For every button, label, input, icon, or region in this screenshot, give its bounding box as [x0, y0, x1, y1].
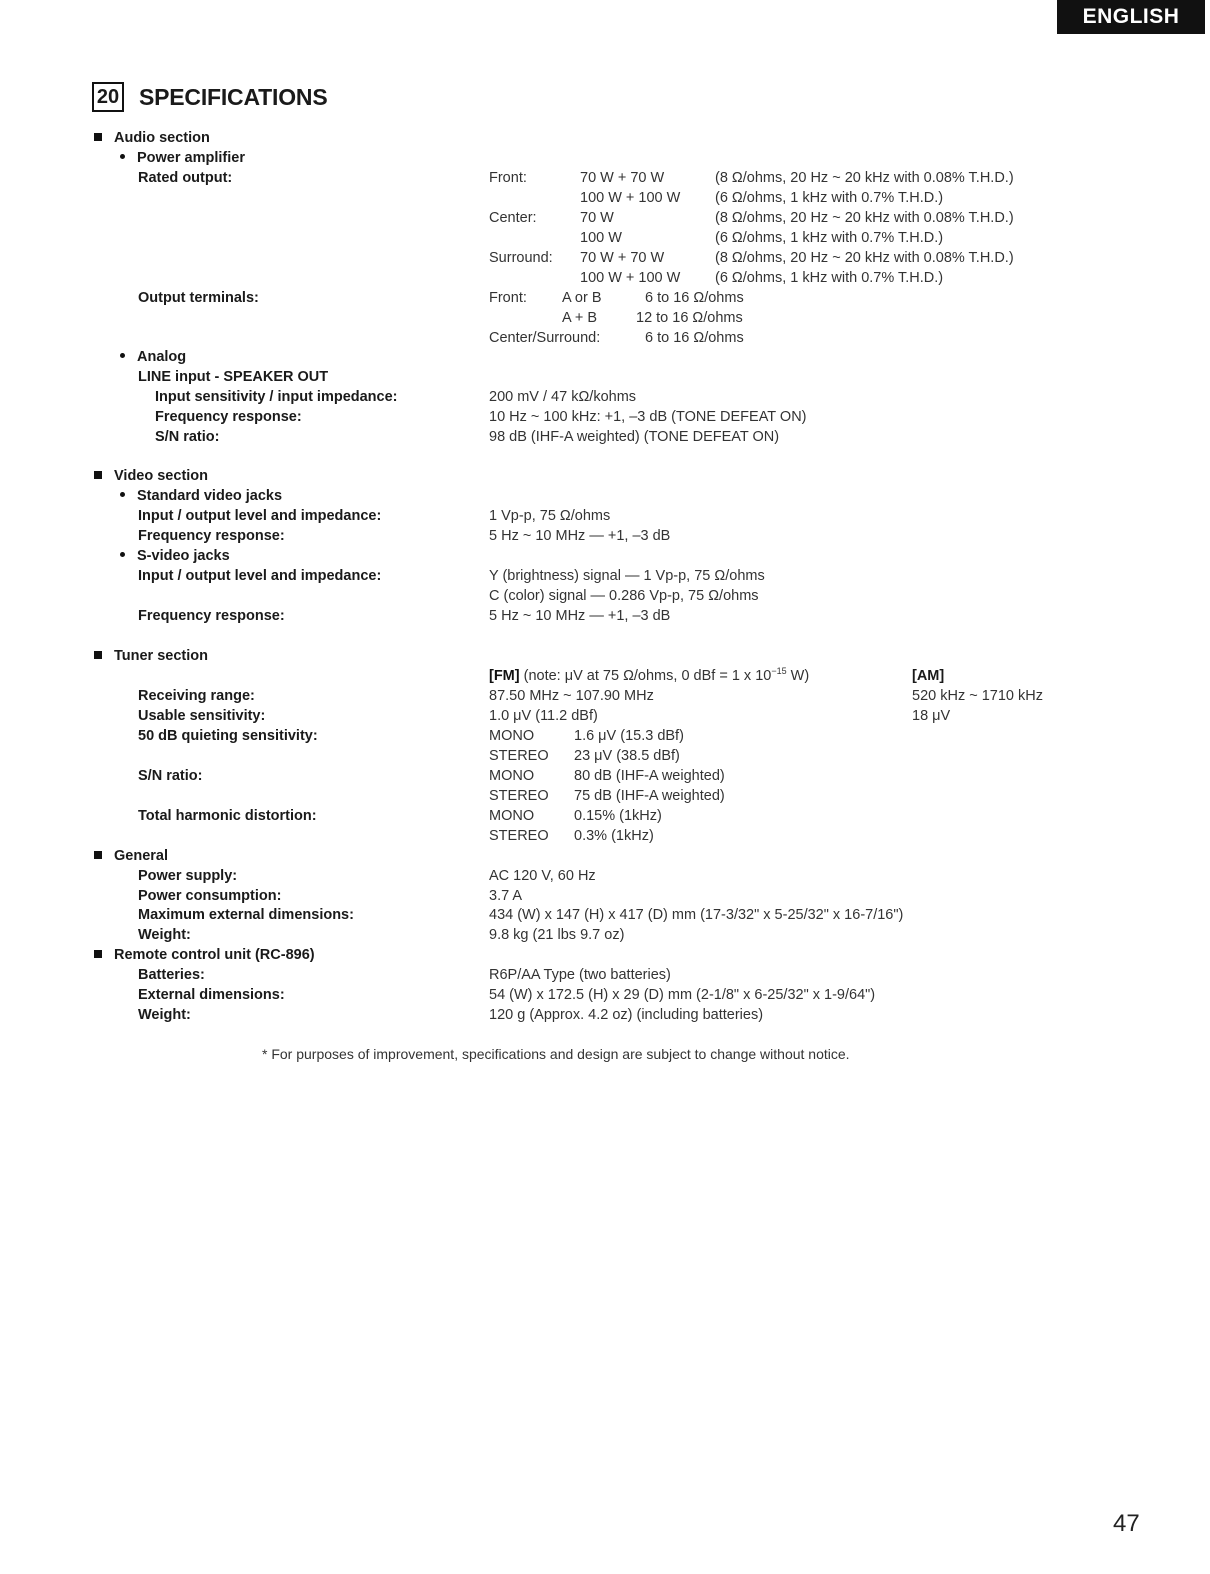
bullet-square	[94, 651, 102, 659]
spec-label: Maximum external dimensions:	[138, 907, 354, 923]
spec-label: S/N ratio:	[138, 768, 203, 784]
spec-label: Usable sensitivity:	[138, 708, 266, 724]
spec-label: Output terminals:	[138, 290, 259, 306]
spec-mode: MONO	[489, 768, 535, 784]
spec-value: 1.6 μV (15.3 dBf)	[574, 728, 684, 744]
spec-channel: Center:	[489, 210, 537, 226]
spec-label: Input / output level and impedance:	[138, 568, 382, 584]
heading-text: Remote control unit (RC-896)	[114, 947, 315, 963]
spec-label: Frequency response:	[155, 409, 302, 425]
spec-value: 0.15% (1kHz)	[574, 808, 662, 824]
spec-value: 434 (W) x 147 (H) x 417 (D) mm (17-3/32" x 5-25/32" x 16-7/16")	[489, 907, 904, 923]
spec-value: 12 to 16 Ω/ohms	[636, 310, 743, 326]
spec-condition: (6 Ω/ohms, 1 kHz with 0.7% T.H.D.)	[715, 190, 944, 206]
spec-label: Total harmonic distortion:	[138, 808, 317, 824]
standard-video-heading	[120, 486, 282, 506]
fm-label: [FM]	[489, 668, 520, 684]
spec-condition: (6 Ω/ohms, 1 kHz with 0.7% T.H.D.)	[715, 270, 944, 286]
spec-value: 87.50 MHz ~ 107.90 MHz	[489, 688, 654, 704]
spec-value: 6 to 16 Ω/ohms	[645, 330, 744, 346]
footnote: * For purposes of improvement, specifications and design are subject to change without notice.	[262, 1046, 850, 1062]
spec-value: 23 μV (38.5 dBf)	[574, 748, 680, 764]
spec-value: R6P/AA Type (two batteries)	[489, 967, 671, 983]
video-section-heading	[94, 466, 208, 486]
spec-condition: (8 Ω/ohms, 20 Hz ~ 20 kHz with 0.08% T.H.D.)	[715, 170, 1014, 186]
subheading-text: Power amplifier	[137, 150, 245, 166]
spec-value: 120 g (Approx. 4.2 oz) (including batteries)	[489, 1007, 764, 1023]
spec-channel: Front:	[489, 170, 527, 186]
spec-value: 1.0 μV (11.2 dBf)	[489, 708, 598, 724]
spec-channel: Front:	[489, 290, 527, 306]
spec-value: 54 (W) x 172.5 (H) x 29 (D) mm (2-1/8" x 6-25/32" x 1-9/64")	[489, 987, 876, 1003]
bullet-square	[94, 851, 102, 859]
spec-label: Frequency response:	[138, 528, 285, 544]
section-heading	[92, 82, 327, 112]
spec-label: Rated output:	[138, 170, 233, 186]
spec-condition: (6 Ω/ohms, 1 kHz with 0.7% T.H.D.)	[715, 230, 944, 246]
spec-label: Input sensitivity / input impedance:	[155, 389, 398, 405]
bullet-dot	[120, 552, 125, 557]
spec-label: External dimensions:	[138, 987, 285, 1003]
spec-condition: (8 Ω/ohms, 20 Hz ~ 20 kHz with 0.08% T.H.D.)	[715, 250, 1014, 266]
spec-label: Weight:	[138, 1007, 191, 1023]
spec-channel: A + B	[562, 310, 598, 326]
spec-label: Weight:	[138, 927, 191, 943]
spec-channel: Surround:	[489, 250, 553, 266]
spec-value: 0.3% (1kHz)	[574, 828, 654, 844]
spec-value: 200 mV / 47 kΩ/kohms	[489, 389, 637, 405]
page-number: 47	[1113, 1510, 1140, 1537]
spec-mode: STEREO	[489, 788, 549, 804]
fm-note-exponent: −15	[771, 666, 787, 677]
spec-label: Input / output level and impedance:	[138, 508, 382, 524]
fm-note: (note: μV at 75 Ω/ohms, 0 dBf = 1 x 10	[523, 668, 772, 684]
audio-section-heading	[94, 128, 210, 148]
spec-value: 6 to 16 Ω/ohms	[645, 290, 744, 306]
heading-text: Video section	[114, 468, 209, 484]
page-title: SPECIFICATIONS	[139, 83, 328, 110]
bullet-dot	[120, 492, 125, 497]
subheading-text: Analog	[137, 349, 187, 365]
spec-label: Batteries:	[138, 967, 205, 983]
spec-label: Power supply:	[138, 868, 238, 884]
spec-value: 100 W	[580, 230, 622, 246]
fm-note-end: W)	[790, 668, 810, 684]
bullet-square	[94, 133, 102, 141]
spec-channel: Center/Surround:	[489, 330, 601, 346]
power-amplifier-heading	[120, 148, 245, 168]
heading-text: General	[114, 848, 168, 864]
spec-label: S/N ratio:	[155, 429, 220, 445]
spec-value: 70 W + 70 W	[580, 170, 665, 186]
spec-label: Frequency response:	[138, 608, 285, 624]
spec-value: AC 120 V, 60 Hz	[489, 868, 596, 884]
spec-label: Receiving range:	[138, 688, 255, 704]
spec-mode: STEREO	[489, 828, 549, 844]
bullet-square	[94, 950, 102, 958]
bullet-dot	[120, 353, 125, 358]
spec-value: Y (brightness) signal — 1 Vp-p, 75 Ω/ohms	[489, 568, 765, 584]
am-label: [AM]	[912, 668, 945, 684]
spec-value: 1 Vp-p, 75 Ω/ohms	[489, 508, 611, 524]
spec-condition: (8 Ω/ohms, 20 Hz ~ 20 kHz with 0.08% T.H.D.)	[715, 210, 1014, 226]
spec-label: Power consumption:	[138, 888, 282, 904]
language-tab: ENGLISH	[1057, 0, 1205, 34]
spec-value: 10 Hz ~ 100 kHz: +1, –3 dB (TONE DEFEAT ON)	[489, 409, 807, 425]
line-input-heading: LINE input - SPEAKER OUT	[138, 369, 329, 385]
heading-text: Audio section	[114, 130, 210, 146]
fm-header	[489, 666, 809, 686]
s-video-heading	[120, 546, 230, 566]
spec-value: 100 W + 100 W	[580, 190, 681, 206]
spec-mode: MONO	[489, 728, 535, 744]
section-number: 20	[92, 82, 124, 112]
heading-text: Tuner section	[114, 648, 208, 664]
spec-value: 3.7 A	[489, 888, 523, 904]
spec-value: 5 Hz ~ 10 MHz — +1, –3 dB	[489, 608, 671, 624]
spec-value: 18 μV	[912, 708, 951, 724]
spec-value: 70 W	[580, 210, 614, 226]
analog-heading	[120, 347, 186, 367]
subheading-text: S-video jacks	[137, 548, 230, 564]
subheading-text: Standard video jacks	[137, 488, 283, 504]
remote-section-heading	[94, 945, 315, 965]
spec-mode: STEREO	[489, 748, 549, 764]
bullet-dot	[120, 154, 125, 159]
spec-label: 50 dB quieting sensitivity:	[138, 728, 318, 744]
spec-mode: MONO	[489, 808, 535, 824]
spec-value: 80 dB (IHF-A weighted)	[574, 768, 725, 784]
spec-value: C (color) signal — 0.286 Vp-p, 75 Ω/ohms	[489, 588, 759, 604]
tuner-section-heading	[94, 646, 208, 666]
spec-value: 520 kHz ~ 1710 kHz	[912, 688, 1043, 704]
general-section-heading	[94, 846, 168, 866]
spec-value: 9.8 kg (21 lbs 9.7 oz)	[489, 927, 625, 943]
spec-value: 100 W + 100 W	[580, 270, 681, 286]
spec-value: 70 W + 70 W	[580, 250, 665, 266]
spec-value: 75 dB (IHF-A weighted)	[574, 788, 725, 804]
spec-value: 98 dB (IHF-A weighted) (TONE DEFEAT ON)	[489, 429, 780, 445]
bullet-square	[94, 471, 102, 479]
spec-value: 5 Hz ~ 10 MHz — +1, –3 dB	[489, 528, 671, 544]
spec-channel: A or B	[562, 290, 602, 306]
